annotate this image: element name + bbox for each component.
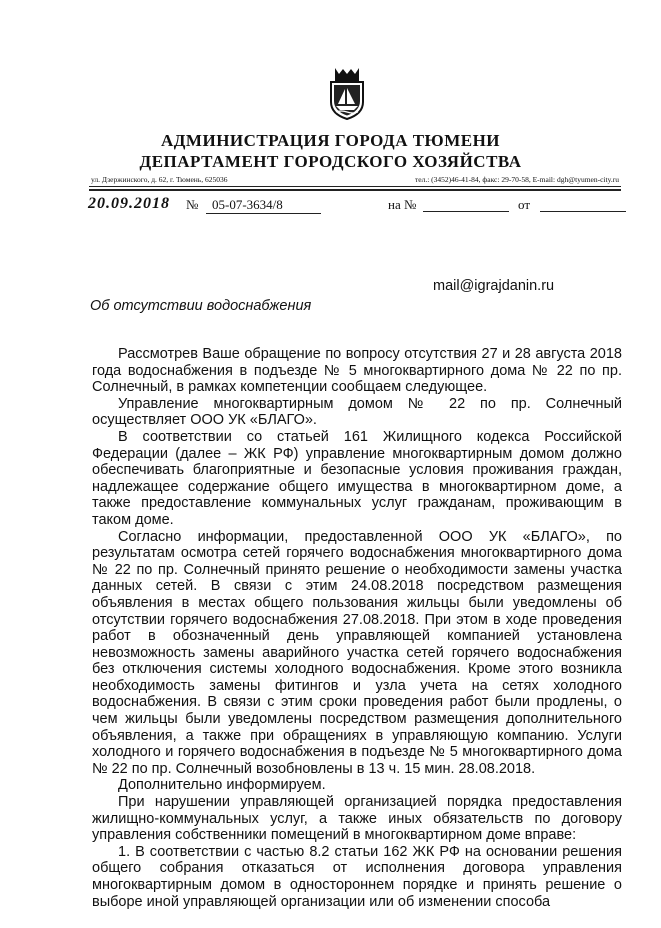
registration-date: 20.09.2018 [88,195,170,212]
contacts-line [91,175,619,184]
number-label: № [186,197,199,212]
from-date-blank [540,211,626,212]
letter-subject: Об отсутствии водоснабжения [90,298,312,314]
address-text: ул. Дзержинского, д. 62, г. Тюмень, 625036 [91,175,228,184]
phone-fax-email-text: тел.: (3452)46-41-84, факс: 29-70-58, E-mail: dgh@tyumen-city.ru [414,175,619,184]
header-divider-thick [89,189,621,191]
paragraph: Рассмотрев Ваше обращение по вопросу отсутствия 27 и 28 августа 2018 года водоснабжения в подъезде № 5 многоквартирного дома № 22 по пр. Солнечный, в рамках компетенции сообщаем следующее. [92,346,622,396]
paragraph: 1. В соответствии с частью 8.2 статьи 162 ЖК РФ на основании решения общего собрания отказаться от исполнения договора управления многоквартирным домом в одностороннем порядке и принять решение о выборе иной управляющей организации или об изменении способа [92,843,622,910]
header-divider-thin [89,186,621,187]
tyumen-coat-of-arms-icon [325,64,369,120]
from-label: от [518,197,531,212]
in-reply-number-blank [423,211,509,212]
letter-body [92,346,622,910]
recipient-email: mail@igrajdanin.ru [433,278,555,294]
paragraph: В соответствии со статьей 161 Жилищного кодекса Российской Федерации (далее – ЖК РФ) управление многоквартирным домом должно обеспечивать благоприятные и безопасные условия проживания граждан, надлежащее содержание общего имущества в многоквартирном доме, а также предоставление коммунальных услуг гражданам, проживающим в таком доме. [92,428,622,528]
paragraph: При нарушении управляющей организацией порядка предоставления жилищно-коммунальных услуг, а также иных обязательств по договору управления собственники помещений в многоквартирном доме вправе: [92,794,622,844]
registration-number: 05-07-3634/8 [206,197,321,214]
registration-line [88,196,628,218]
paragraph: Согласно информации, предоставленной ООО УК «БЛАГО», по результатам осмотра сетей горячего водоснабжения многоквартирного дома № 22 по пр. Солнечный принято решение о необходимости замены участка данных сетей. В связи с этим 24.08.2018 посредством размещения объявления в местах общего пользования жильцы были уведомлены об отсутствии горячего водоснабжения 27.08.2018. При этом в ходе проведения работ в обозначенный день управляющей компанией установлена невозможность замены аварийного участка сетей горячего водоснабжения без отключения системы холодного водоснабжения. Кроме этого возникла необходимость замены фитингов и узла учета на сетях холодного водоснабжения. В связи с этим сроки проведения работ были продлены, о чем жильцы были уведомлены посредством размещения дополнительного объявления, а также при обращениях в управляющую компанию. Услуги холодного и горячего водоснабжения в подъезде № 5 многоквартирного дома № 22 по пр. Солнечный возобновлены в 13 ч. 15 мин. 28.08.2018. [92,528,622,777]
organization-name: АДМИНИСТРАЦИЯ ГОРОДА ТЮМЕНИ [160,131,501,150]
in-reply-label: на № [388,197,417,212]
paragraph: Управление многоквартирным домом № 22 по пр. Солнечный осуществляет ООО УК «БЛАГО». [92,395,622,429]
paragraph: Дополнительно информируем. [118,777,326,794]
department-name: ДЕПАРТАМЕНТ ГОРОДСКОГО ХОЗЯЙСТВА [139,152,522,171]
